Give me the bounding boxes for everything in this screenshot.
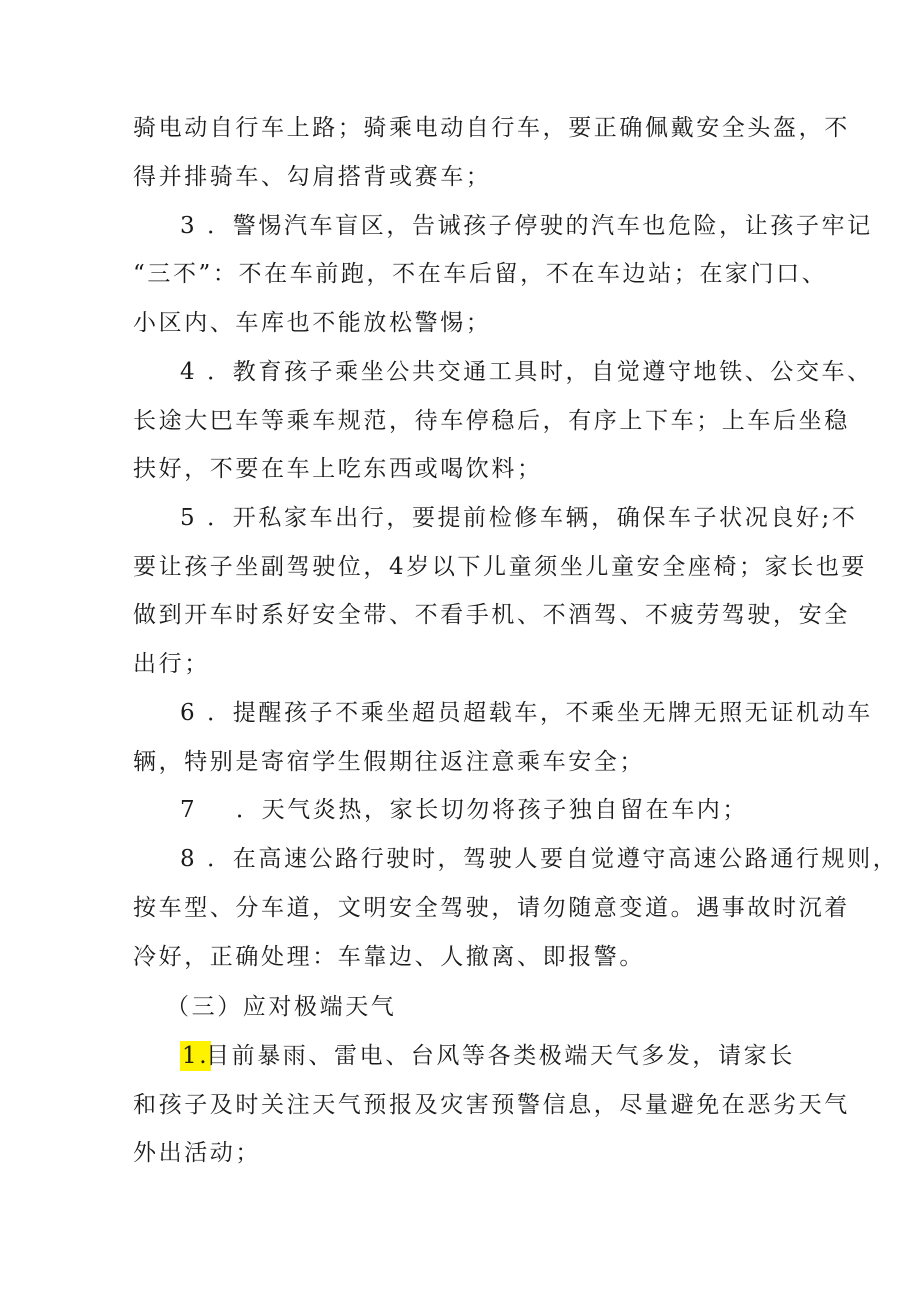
paragraph-line: 小区内、车库也不能放松警惕；: [133, 310, 492, 336]
highlight-mark: 1.: [182, 1043, 210, 1069]
paragraph-line: 冷好，正确处理：车靠边、人撤离、即报警。: [133, 944, 645, 970]
paragraph-line: 目前暴雨、雷电、台风等各类极端天气多发，请家长: [206, 1043, 795, 1069]
list-item-6: 6 ．提醒孩子不乘坐超员超载车，不乘坐无牌无照无证机动车: [180, 700, 873, 726]
paragraph-line: 要让孩子坐副驾驶位，4岁以下儿童须坐儿童安全座椅；家长也要: [133, 554, 868, 580]
paragraph-line: 出行；: [133, 651, 210, 677]
list-item-7-number: 7: [180, 797, 198, 823]
paragraph-line: 得并排骑车、勾肩搭背或赛车；: [133, 164, 492, 190]
paragraph-line: 扶好，不要在车上吃东西或喝饮料；: [133, 456, 543, 482]
paragraph-line: “三不”：不在车前跑，不在车后留，不在车边站；在家门口、: [133, 261, 828, 287]
list-item-4: 4 ．教育孩子乘坐公共交通工具时，自觉遵守地铁、公交车、: [180, 359, 873, 385]
paragraph-line: 和孩子及时关注天气预报及灾害预警信息，尽量避免在恶劣天气: [133, 1092, 850, 1118]
list-item-5: 5 ．开私家车出行，要提前检修车辆，确保车子状况良好;不: [180, 505, 858, 531]
section-heading: （三）应对极端天气: [166, 994, 397, 1020]
list-item-3: 3 ．警惕汽车盲区，告诫孩子停驶的汽车也危险，让孩子牢记: [180, 213, 873, 239]
list-item-8: 8 ．在高速公路行驶时，驾驶人要自觉遵守高速公路通行规则，: [180, 846, 899, 872]
paragraph-line: 骑电动自行车上路；骑乘电动自行车，要正确佩戴安全头盔，不: [133, 115, 850, 141]
paragraph-line: 按车型、分车道，文明安全驾驶，请勿随意变道。遇事故时沉着: [133, 895, 850, 921]
paragraph-line: 做到开车时系好安全带、不看手机、不酒驾、不疲劳驾驶，安全: [133, 602, 850, 628]
paragraph-line: 长途大巴车等乘车规范，待车停稳后，有序上下车；上车后坐稳: [133, 408, 850, 434]
paragraph-line: 外出活动；: [133, 1140, 261, 1166]
list-item-7-text: ．天气炎热，家长切勿将孩子独自留在车内；: [236, 797, 748, 823]
paragraph-line: 辆，特别是寄宿学生假期往返注意乘车安全；: [133, 749, 645, 775]
